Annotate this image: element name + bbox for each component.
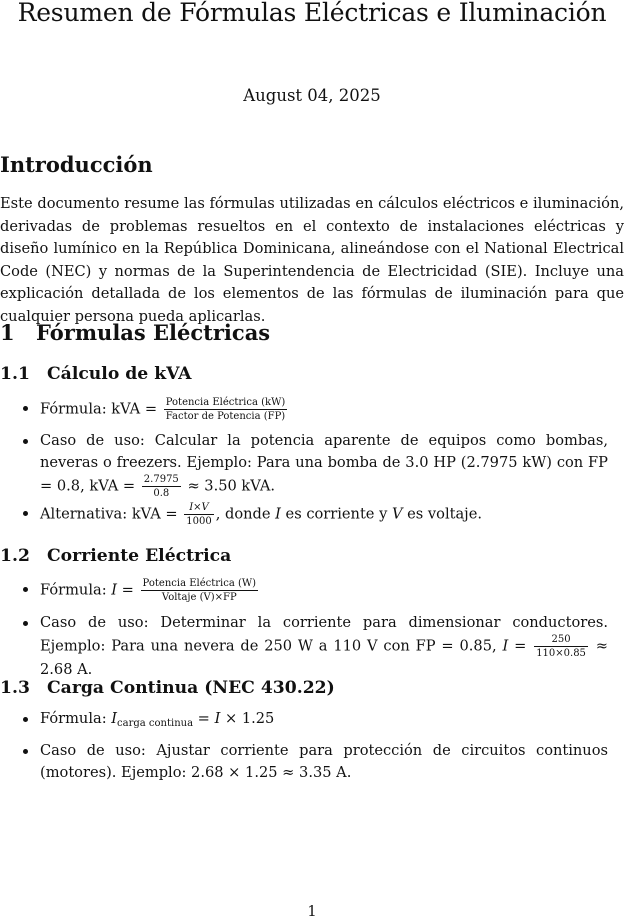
subsection-title: Carga Continua (NEC 430.22)	[47, 678, 335, 698]
bullet-icon	[23, 587, 28, 592]
list-item-kva-alternative	[40, 502, 608, 527]
case-text: Caso de uso: Ajustar corriente para protección de circuitos continuos (motores). Ejemplo: 2.68 × 1.25 ≈ 3.35 A.	[40, 742, 608, 781]
bullet-icon	[23, 621, 28, 626]
subsection-title: Cálculo de kVA	[47, 364, 192, 384]
case-variable: I	[502, 637, 509, 655]
formula-label: Fórmula: kVA =	[40, 400, 158, 418]
alt-text-b: es corriente y	[280, 505, 392, 523]
document-date: August 04, 2025	[243, 86, 381, 105]
page-number: 1	[307, 903, 317, 920]
list-item-kva-formula	[40, 397, 608, 422]
case-text: Caso de uso: Calcular la potencia aparente de equipos como bombas, neveras o freezers. Ejemplo: Para una bomba de 3.0 HP (2.7975 kW) con FP = 0.8, kVA =	[40, 432, 608, 495]
fraction-numerator: I×V	[184, 502, 213, 515]
subsection-heading-kva	[0, 364, 191, 384]
bullet-icon	[23, 511, 28, 516]
formula-variable: I	[111, 581, 118, 599]
subsection-number: 1.3	[0, 678, 30, 698]
formula-label: Fórmula:	[40, 710, 112, 727]
intro-paragraph: Este documento resume las fórmulas utilizadas en cálculos eléctricos e iluminación, derivadas de problemas resueltos en el contexto de instalaciones eléctricas y diseño lumínico en la República Dominicana, alineándose con el National Electrical Code (NEC) y normas de la Superintendencia de Electricidad (SIE). Incluye una explicación detallada de los elementos de las fórmulas de iluminación para que cualquier persona pueda aplicarlas.	[0, 195, 624, 325]
fraction-numerator: Potencia Eléctrica (W)	[142, 578, 257, 589]
fraction-denominator: 1000	[186, 516, 212, 527]
var-current: I	[275, 505, 281, 523]
subsection-title: Corriente Eléctrica	[47, 546, 232, 566]
fraction-denominator: Voltaje (V)×FP	[161, 592, 237, 603]
list-item-continuous-formula	[40, 708, 608, 735]
list-item-continuous-case	[40, 740, 608, 784]
alt-fraction	[184, 502, 213, 527]
formula-equals: =	[193, 710, 215, 727]
var-voltage: V	[391, 505, 403, 523]
alt-label: Alternativa: kVA =	[40, 505, 178, 523]
fraction-denominator: 0.8	[153, 488, 170, 499]
subsection-heading-continuous-load	[0, 678, 335, 698]
fraction-numerator: Potencia Eléctrica (kW)	[165, 397, 286, 408]
formula-factor: × 1.25	[220, 710, 275, 727]
formula-equals: =	[117, 581, 134, 599]
alt-text-a: , donde	[215, 505, 276, 523]
example-fraction	[534, 634, 588, 659]
intro-heading: Introducción	[0, 152, 153, 177]
bullet-icon	[23, 439, 28, 444]
list-item-current-formula	[40, 578, 608, 603]
subsection-heading-current	[0, 546, 231, 566]
section-title: Fórmulas Eléctricas	[36, 320, 271, 345]
fraction-denominator: Factor de Potencia (FP)	[165, 411, 286, 422]
fraction-denominator: 110×0.85	[536, 648, 586, 659]
subsection-number: 1.1	[0, 364, 30, 384]
formula-fraction	[164, 397, 288, 422]
example-fraction	[142, 474, 181, 499]
bullet-icon	[23, 717, 28, 722]
section-heading	[0, 320, 270, 345]
list-item-current-case	[40, 612, 608, 681]
formula-variable-rhs: I	[214, 710, 221, 727]
case-result: ≈ 3.50 kVA.	[187, 477, 276, 495]
case-result: ≈ 2.68 A.	[40, 637, 609, 678]
section-number: 1	[0, 320, 15, 345]
bullet-icon	[23, 406, 28, 411]
fraction-numerator: 2.7975	[143, 474, 179, 485]
fraction-numerator: 250	[534, 634, 588, 647]
subsection-number: 1.2	[0, 546, 30, 566]
bullet-icon	[23, 749, 28, 754]
case-equals: =	[508, 637, 527, 655]
document-title: Resumen de Fórmulas Eléctricas e Iluminación	[17, 0, 607, 27]
list-item-kva-case	[40, 430, 608, 499]
formula-fraction	[141, 578, 259, 603]
alt-text-c: es voltaje.	[402, 505, 482, 523]
formula-variable: I	[111, 710, 118, 727]
case-text: Caso de uso: Determinar la corriente para dimensionar conductores. Ejemplo: Para una nevera de 250 W a 110 V con FP = 0.85,	[40, 614, 608, 655]
formula-subscript: carga continua	[117, 718, 194, 729]
formula-label: Fórmula:	[40, 581, 112, 599]
